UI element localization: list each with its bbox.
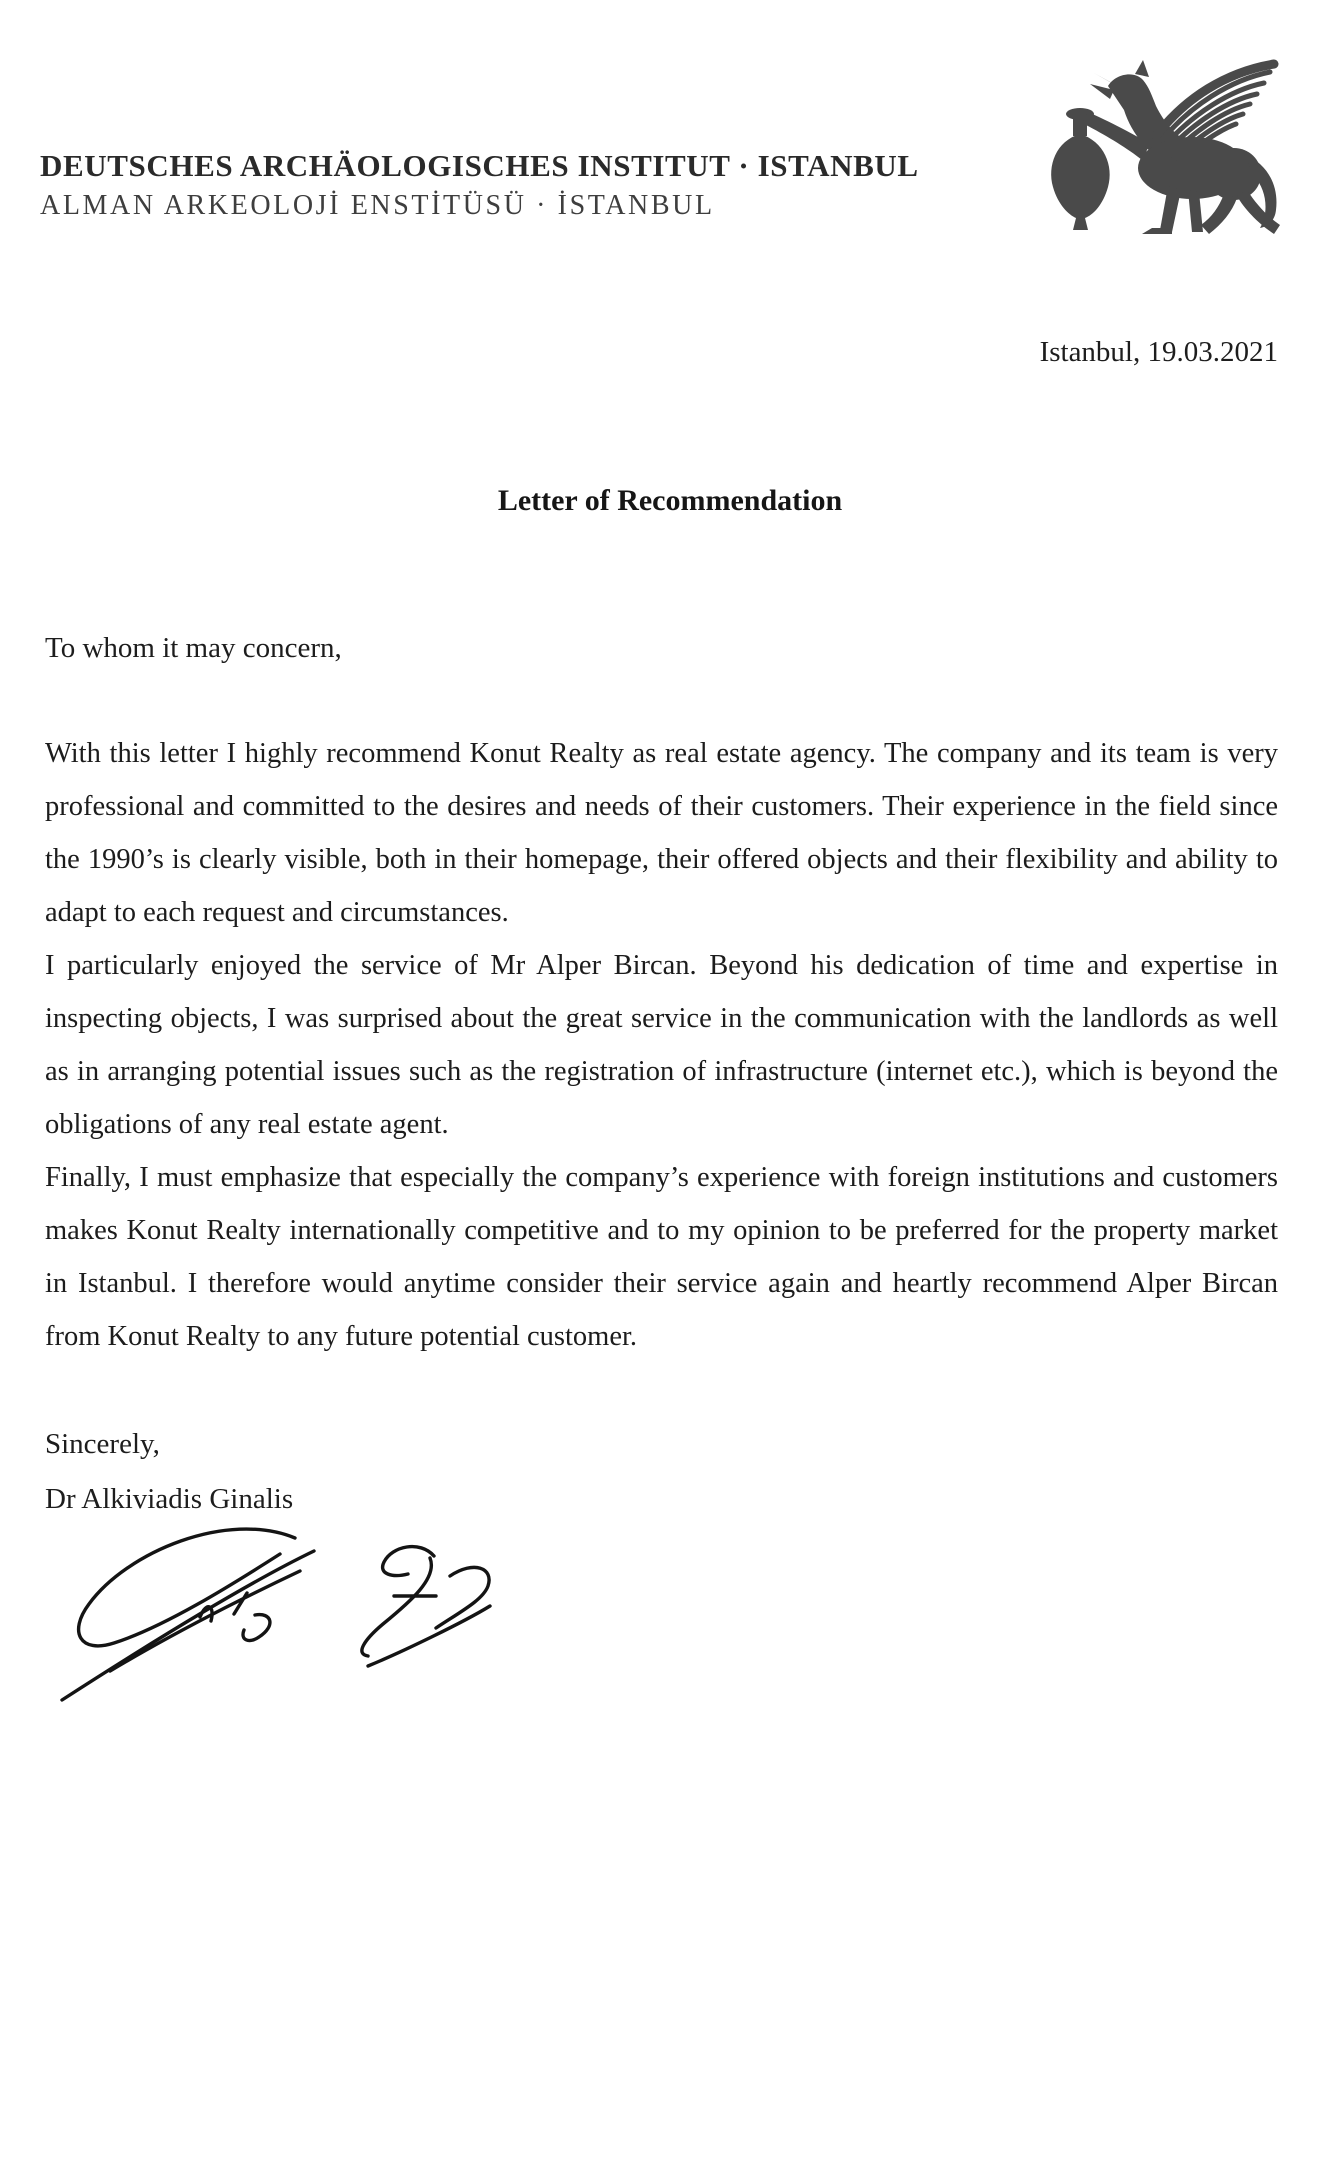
letter-body — [45, 727, 1278, 1363]
letter-title: Letter of Recommendation — [497, 484, 843, 517]
body-paragraph-2: I particularly enjoyed the service of Mr Alper Bircan. Beyond his dedication of time and expertise in inspecting objects, I was surprised about the great service in the communication with the landlords as well as in arranging potential issues such as the registration of infrastructure (internet etc.), which is beyond the obligations of any real estate agent. — [45, 950, 1278, 1140]
body-paragraph-1: With this letter I highly recommend Konut Realty as real estate agency. The company and its team is very professional and committed to the desires and needs of their customers. Their experience in the field since the 1990’s is clearly visible, both in their homepage, their offered objects and their flexibility and ability to adapt to each request and circumstances. — [45, 738, 1278, 928]
signer-name: Dr Alkiviadis Ginalis — [45, 1483, 294, 1515]
salutation: To whom it may concern, — [45, 632, 342, 664]
body-paragraph-3: Finally, I must emphasize that especially the company’s experience with foreign institutions and customers makes Konut Realty internationally competitive and to my opinion to be preferred for the property market in Istanbul. I therefore would anytime consider their service again and heartly recommend Alper Bircan from Konut Realty to any future potential customer. — [45, 1162, 1278, 1352]
letterhead-line-german: DEUTSCHES ARCHÄOLOGISCHES INSTITUT · ISTANBUL — [40, 148, 919, 183]
valediction: Sincerely, — [45, 1428, 160, 1460]
letterhead-line-turkish: ALMAN ARKEOLOJİ ENSTİTÜSÜ · İSTANBUL — [40, 190, 715, 221]
date-line: Istanbul, 19.03.2021 — [1039, 336, 1278, 368]
handwritten-signature-icon — [52, 1518, 522, 1713]
letterhead — [40, 148, 919, 222]
griffin-amphora-logo-icon — [1042, 44, 1282, 244]
